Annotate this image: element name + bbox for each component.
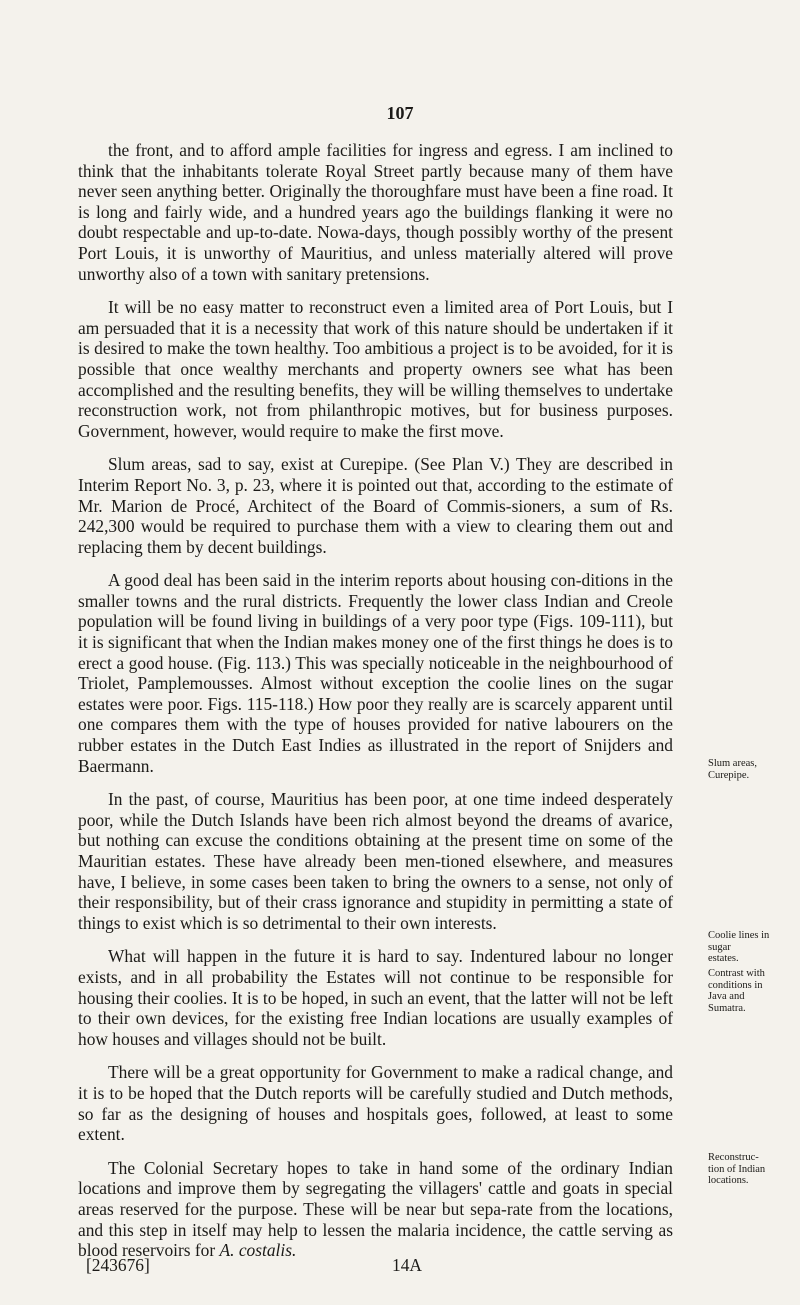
paragraph: It will be no easy matter to reconstruct even a limited area of Port Louis, but I am persuaded that it is a necessity that work of this nature should be undertaken if it is desired to make the town healthy. Too ambitious a project is to be avoided, for it is possible that once wealthy merchants and property owners see what has been accomplished and the resulting benefits, they will be willing themselves to undertake reconstruction work, not from philanthropic motives, but for business purposes. Government, however, would require to make the first move. [78, 297, 673, 441]
margin-note-line: Sumatra. [708, 1002, 746, 1014]
paragraph-last [78, 1158, 673, 1261]
paragraph: What will happen in the future it is hard to say. Indentured labour no longer exists, and in all probability the Estates will not continue to be responsible for housing their coolies. It is to be hoped, in such an event, that the latter will not be left to their own devices, for the existing free Indian locations are usually examples of how houses and villages should not be built. [78, 946, 673, 1049]
paragraph: In the past, of course, Mauritius has been poor, at one time indeed desperately poor, while the Dutch Islands have been rich almost beyond the dreams of avarice, but nothing can excuse the conditions obtaining at the present time on some of the Mauritian estates. These have already been men-tioned elsewhere, and measures have, I believe, in some cases been taken to bring the owners to a sense, not only of their responsibility, but of their crass ignorance and stupidity in permitting a state of things to exist which is so detrimental to their own interests. [78, 789, 673, 933]
paragraph: A good deal has been said in the interim reports about housing con-ditions in the smaller towns and the rural districts. Frequently the lower class Indian and Creole population will be found living in buildings of a very poor type (Figs. 109-111), but it is significant that when the Indian makes money one of the first things he does is to erect a good house. (Fig. 113.) This was specially noticeable in the neighbourhood of Triolet, Pamplemousses. Almost without exception the coolie lines on the sugar estates were poor. Figs. 115-118.) How poor they really are is scarcely apparent until one compares them with the type of houses provided for native labourers on the rubber estates in the Dutch East Indies as illustrated in the report of Snijders and Baermann. [78, 570, 673, 776]
paragraph: There will be a great opportunity for Government to make a radical change, and it is to be hoped that the Dutch reports will be carefully studied and Dutch methods, so far as the designing of houses and hospitals goes, followed, at least to some extent. [78, 1062, 673, 1145]
margin-note-line: sugar [708, 941, 731, 953]
signature-mark: 14A [392, 1255, 422, 1275]
paragraph-last-text: The Colonial Secretary hopes to take in hand some of the ordinary Indian locations and improve them by segregating the villagers' cattle and goats in special areas reserved for the purpose. These will be near but sepa-rate from the locations, and this step in itself may help to lessen the malaria incidence, the cattle serving as blood reservoirs for [78, 1157, 673, 1261]
margin-note-line: Java and [708, 991, 745, 1002]
margin-note-line: Contrast with [708, 968, 765, 979]
margin-note-line: Slum areas, [708, 758, 757, 769]
paragraph: Slum areas, sad to say, exist at Curepipe. (See Plan V.) They are described in Interim Report No. 3, p. 23, where it is pointed out that, according to the estimate of Mr. Marion de Procé, Architect of the Board of Commis-sioners, a sum of Rs. 242,300 would be required to purchase them with a view to clearing them out and replacing them by decent buildings. [78, 454, 673, 557]
body-text [78, 140, 673, 1274]
margin-note-line: Reconstruc- [708, 1152, 759, 1163]
margin-note-line: estates. [708, 953, 739, 964]
margin-note-contrast [708, 968, 794, 1014]
margin-note-line: locations. [708, 1175, 749, 1186]
page-number: 107 [386, 103, 414, 123]
margin-note-line: Coolie lines in [708, 930, 770, 941]
margin-note-coolie-lines [708, 930, 794, 965]
margin-note-line: conditions in [708, 979, 763, 991]
species-name: A. costalis. [219, 1240, 297, 1261]
margin-note-slum-areas [708, 758, 794, 781]
margin-note-line: Curepipe. [708, 769, 750, 781]
paragraph: the front, and to afford ample facilities for ingress and egress. I am inclined to think that the inhabitants tolerate Royal Street partly because many of them have never seen anything better. Originally the thoroughfare must have been a fine road. It is long and fairly wide, and a hundred years ago the buildings flanking it were no doubt respectable and up-to-date. Nowa-days, though possibly worthy of the present Port Louis, it is unworthy of Mauritius, and unless materially altered will prove unworthy also of a town with sanitary pretensions. [78, 140, 673, 284]
margin-note-reconstruction [708, 1152, 794, 1187]
print-code: [243676] [86, 1255, 150, 1275]
margin-note-line: tion of Indian [708, 1163, 766, 1175]
